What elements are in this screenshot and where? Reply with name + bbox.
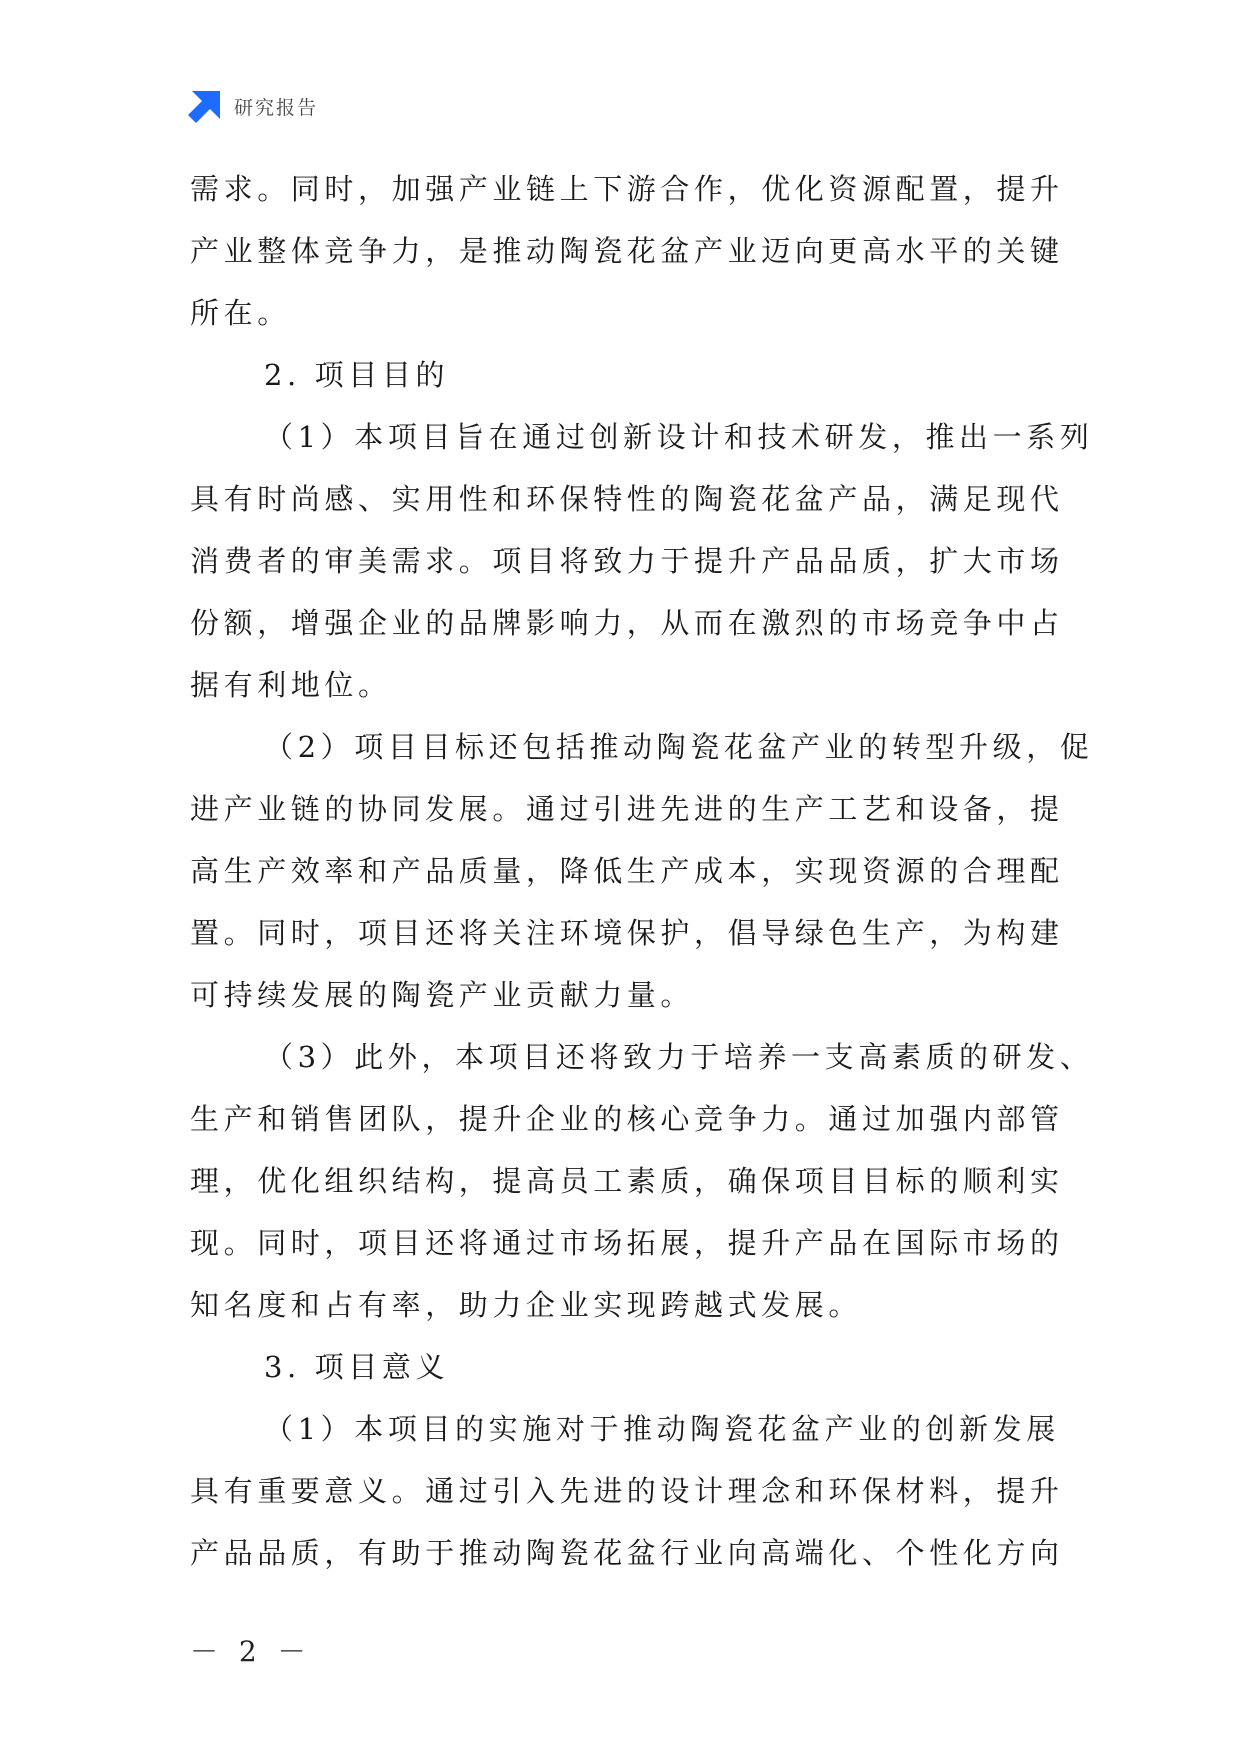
text-line: 生产和销售团队，提升企业的核心竞争力。通过加强内部管 [190, 1102, 1064, 1136]
arrow-up-right-icon [188, 89, 222, 123]
document-body [190, 158, 1094, 1584]
text-line: 产品品质，有助于推动陶瓷花盆行业向高端化、个性化方向 [190, 1536, 1064, 1570]
text-line: 理，优化组织结构，提高员工素质，确保项目目标的顺利实 [190, 1164, 1064, 1198]
text-line: 具有时尚感、实用性和环保特性的陶瓷花盆产品，满足现代 [190, 482, 1064, 516]
text-line: 可持续发展的陶瓷产业贡献力量。 [190, 978, 695, 1012]
text-line: 现。同时，项目还将通过市场拓展，提升产品在国际市场的 [190, 1226, 1064, 1260]
text-line: 进产业链的协同发展。通过引进先进的生产工艺和设备，提 [190, 792, 1064, 826]
paragraph-start: （3）此外，本项目还将致力于培养一支高素质的研发、 [264, 1040, 1094, 1074]
text-line: 需求。同时，加强产业链上下游合作，优化资源配置，提升 [190, 172, 1064, 206]
text-line: 高生产效率和产品质量，降低生产成本，实现资源的合理配 [190, 854, 1064, 888]
text-line: 具有重要意义。通过引入先进的设计理念和环保材料，提升 [190, 1474, 1064, 1508]
header-title: 研究报告 [234, 96, 319, 119]
page-number: － 2 － [190, 1635, 312, 1668]
section-heading-significance: 3. 项目意义 [264, 1350, 450, 1384]
paragraph-start: （2）项目目标还包括推动陶瓷花盆产业的转型升级，促 [264, 730, 1094, 764]
paragraph-start: （1）本项目旨在通过创新设计和技术研发，推出一系列 [264, 420, 1094, 454]
text-line: 知名度和占有率，助力企业实现跨越式发展。 [190, 1288, 863, 1322]
text-line: 产业整体竞争力，是推动陶瓷花盆产业迈向更高水平的关键 [190, 234, 1064, 268]
text-line: 份额，增强企业的品牌影响力，从而在激烈的市场竞争中占 [190, 606, 1064, 640]
text-line: 置。同时，项目还将关注环境保护，倡导绿色生产，为构建 [190, 916, 1064, 950]
document-header [188, 89, 318, 123]
text-line: 消费者的审美需求。项目将致力于提升产品品质，扩大市场 [190, 544, 1064, 578]
section-heading-purpose: 2. 项目目的 [264, 358, 450, 392]
paragraph-start: （1）本项目的实施对于推动陶瓷花盆产业的创新发展 [264, 1412, 1060, 1446]
text-line: 据有利地位。 [190, 668, 392, 702]
text-line: 所在。 [190, 296, 291, 330]
